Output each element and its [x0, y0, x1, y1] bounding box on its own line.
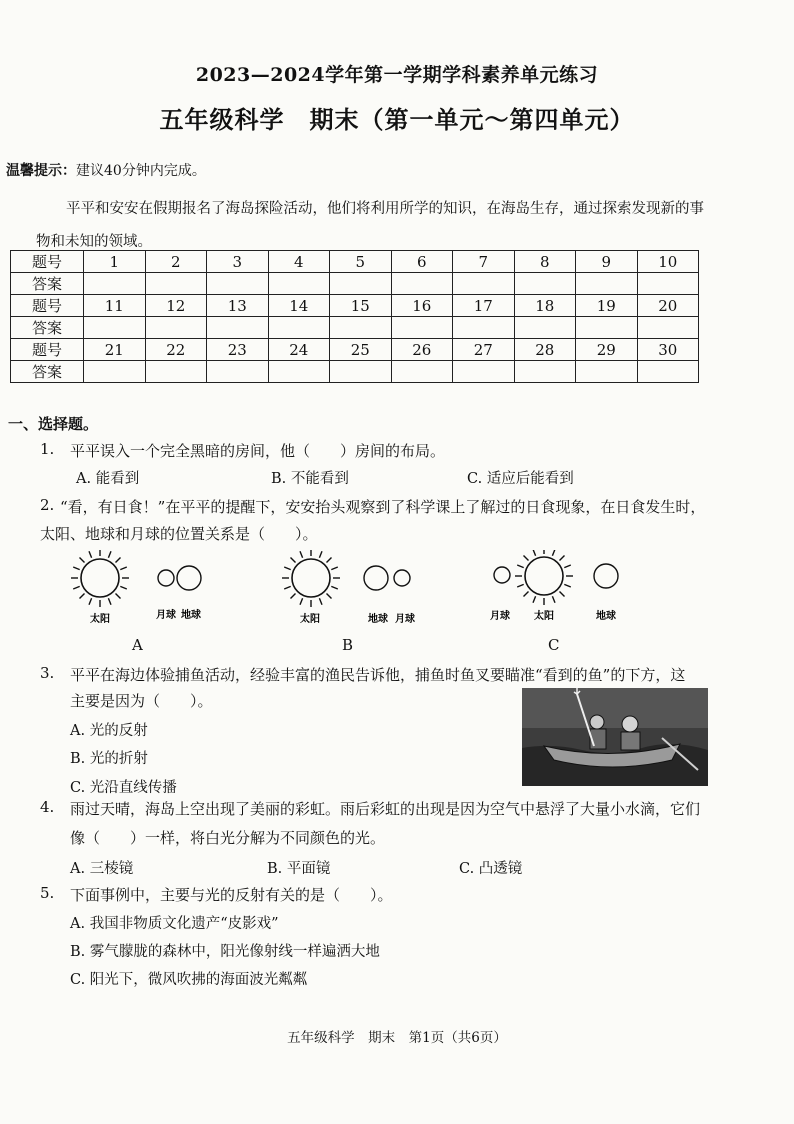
- table-cell-number: 15: [330, 295, 392, 317]
- question-3-option-c[interactable]: C. 光沿直线传播: [70, 780, 177, 796]
- answer-cell[interactable]: [145, 361, 207, 383]
- answer-cell[interactable]: [637, 361, 699, 383]
- table-row: [11, 317, 699, 339]
- answer-cell[interactable]: [576, 317, 638, 339]
- answer-cell[interactable]: [391, 317, 453, 339]
- section-heading: 一、选择题。: [8, 415, 99, 433]
- answer-cell[interactable]: [84, 361, 146, 383]
- tip-text: 建议40分钟内完成。: [76, 163, 206, 179]
- sun-icon: [515, 550, 573, 605]
- earth-icon: [177, 566, 201, 590]
- table-cell-number: 8: [514, 251, 576, 273]
- diagram-label: 月球: [395, 614, 415, 625]
- answer-cell[interactable]: [514, 273, 576, 295]
- answer-cell[interactable]: [453, 317, 515, 339]
- answer-cell[interactable]: [145, 273, 207, 295]
- table-cell-number: 2: [145, 251, 207, 273]
- sun-icon: [71, 550, 129, 607]
- earth-icon: [364, 566, 388, 590]
- diagram-b[interactable]: [278, 550, 448, 650]
- table-cell-number: 24: [268, 339, 330, 361]
- answer-cell[interactable]: [391, 273, 453, 295]
- question-4-option-b[interactable]: B. 平面镜: [267, 861, 331, 877]
- diagram-label: 太阳: [90, 614, 110, 625]
- table-row: [11, 273, 699, 295]
- question-4-number: 4.: [40, 798, 55, 816]
- sun-icon: [282, 550, 340, 607]
- table-cell-number: 21: [84, 339, 146, 361]
- question-2-stem-line2: 太阳、地球和月球的位置关系是（ ）。: [40, 525, 318, 543]
- question-3-stem-line1: 平平在海边体验捕鱼活动，经验丰富的渔民告诉他，捕鱼时鱼叉要瞄准“看到的鱼”的下方，这: [70, 666, 686, 684]
- diagram-a[interactable]: [68, 550, 238, 650]
- diagram-c-letter: C: [548, 636, 560, 654]
- moon-icon: [494, 567, 510, 583]
- answer-cell[interactable]: [391, 361, 453, 383]
- diagram-a-letter: A: [132, 636, 143, 654]
- diagram-c[interactable]: [484, 550, 654, 650]
- table-cell-number: 13: [207, 295, 269, 317]
- table-cell-number: 19: [576, 295, 638, 317]
- answer-cell[interactable]: [268, 361, 330, 383]
- exam-title-line1: 2023—2024学年第一学期学科素养单元练习: [195, 64, 599, 86]
- answer-cell[interactable]: [453, 361, 515, 383]
- answer-cell[interactable]: [514, 317, 576, 339]
- row-label-answer: 答案: [11, 317, 84, 339]
- question-1-stem: 平平误入一个完全黑暗的房间，他（ ）房间的布局。: [70, 442, 446, 460]
- table-cell-number: 9: [576, 251, 638, 273]
- question-1-option-a[interactable]: A. 能看到: [76, 471, 140, 487]
- table-cell-number: 12: [145, 295, 207, 317]
- question-4-stem-line2: 像（ ）一样，将白光分解为不同颜色的光。: [70, 829, 386, 847]
- answer-cell[interactable]: [268, 273, 330, 295]
- table-cell-number: 25: [330, 339, 392, 361]
- diagram-label: 地球: [368, 614, 388, 625]
- tip: [6, 160, 206, 180]
- table-cell-number: 1: [84, 251, 146, 273]
- intro-paragraph: 平平和安安在假期报名了海岛探险活动，他们将利用所学的知识，在海岛生存，通过探索发现新的事物和未知的领域。: [36, 201, 704, 250]
- question-5-option-b[interactable]: B. 雾气朦胧的森林中，阳光像射线一样遍洒大地: [70, 944, 380, 960]
- question-2-number: 2.: [40, 496, 55, 514]
- diagram-label: 地球: [596, 611, 616, 622]
- table-cell-number: 22: [145, 339, 207, 361]
- table-cell-number: 14: [268, 295, 330, 317]
- table-cell-number: 3: [207, 251, 269, 273]
- diagram-b-letter: B: [342, 636, 354, 654]
- table-cell-number: 28: [514, 339, 576, 361]
- earth-icon: [594, 564, 618, 588]
- question-5-option-c[interactable]: C. 阳光下，微风吹拂的海面波光粼粼: [70, 972, 308, 988]
- tip-label: 温馨提示：: [6, 163, 76, 179]
- table-cell-number: 16: [391, 295, 453, 317]
- row-label-answer: 答案: [11, 361, 84, 383]
- question-3-option-b[interactable]: B. 光的折射: [70, 751, 148, 767]
- table-cell-number: 18: [514, 295, 576, 317]
- diagram-label: 太阳: [534, 611, 554, 622]
- question-1-option-c[interactable]: C. 适应后能看到: [467, 471, 574, 487]
- table-cell-number: 23: [207, 339, 269, 361]
- answer-cell[interactable]: [330, 361, 392, 383]
- answer-cell[interactable]: [268, 317, 330, 339]
- diagram-label: 太阳: [300, 614, 320, 625]
- table-cell-number: 30: [637, 339, 699, 361]
- question-3-number: 3.: [40, 664, 55, 682]
- answer-table: [10, 250, 699, 383]
- table-cell-number: 7: [453, 251, 515, 273]
- question-5-stem: 下面事例中，主要与光的反射有关的是（ ）。: [70, 886, 393, 904]
- question-4-stem-line1: 雨过天晴，海岛上空出现了美丽的彩虹。雨后彩虹的出现是因为空气中悬浮了大量小水滴，它们: [70, 800, 701, 818]
- question-5-number: 5.: [40, 884, 55, 902]
- table-cell-number: 6: [391, 251, 453, 273]
- question-4-option-c[interactable]: C. 凸透镜: [459, 861, 523, 877]
- answer-cell[interactable]: [207, 317, 269, 339]
- table-row: [11, 251, 699, 273]
- question-5-option-a[interactable]: A. 我国非物质文化遗产“皮影戏”: [70, 916, 279, 932]
- answer-cell[interactable]: [330, 273, 392, 295]
- answer-cell[interactable]: [453, 273, 515, 295]
- question-4-option-a[interactable]: A. 三棱镜: [70, 861, 134, 877]
- answer-cell[interactable]: [207, 361, 269, 383]
- table-cell-number: 5: [330, 251, 392, 273]
- answer-cell[interactable]: [84, 317, 146, 339]
- answer-cell[interactable]: [207, 273, 269, 295]
- moon-icon: [158, 570, 174, 586]
- page-footer: 五年级科学 期末 第1页（共6页）: [287, 1030, 507, 1046]
- table-cell-number: 27: [453, 339, 515, 361]
- table-cell-number: 17: [453, 295, 515, 317]
- diagram-label: 月球: [490, 611, 510, 622]
- question-2-stem-line1: “看，有日食！”在平平的提醒下，安安抬头观察到了科学课上了解过的日食现象，在日食发生时，: [60, 498, 706, 516]
- fishing-illustration: [522, 688, 708, 786]
- answer-cell[interactable]: [514, 361, 576, 383]
- row-label-number: 题号: [11, 339, 84, 361]
- answer-cell[interactable]: [84, 273, 146, 295]
- row-label-number: 题号: [11, 295, 84, 317]
- table-cell-number: 10: [637, 251, 699, 273]
- answer-cell[interactable]: [576, 361, 638, 383]
- moon-icon: [394, 570, 410, 586]
- question-3-option-a[interactable]: A. 光的反射: [70, 723, 148, 739]
- table-cell-number: 29: [576, 339, 638, 361]
- table-cell-number: 20: [637, 295, 699, 317]
- table-row: [11, 361, 699, 383]
- diagram-label: 月球: [156, 610, 176, 621]
- question-1-number: 1.: [40, 440, 55, 458]
- table-cell-number: 11: [84, 295, 146, 317]
- diagram-label: 地球: [181, 610, 201, 621]
- table-cell-number: 4: [268, 251, 330, 273]
- question-3-stem-line2: 主要是因为（ ）。: [70, 692, 213, 710]
- exam-title-line2: 五年级科学 期末（第一单元～第四单元）: [159, 105, 635, 134]
- answer-cell[interactable]: [576, 273, 638, 295]
- answer-cell[interactable]: [145, 317, 207, 339]
- answer-cell[interactable]: [637, 317, 699, 339]
- row-label-answer: 答案: [11, 273, 84, 295]
- answer-cell[interactable]: [637, 273, 699, 295]
- table-row: [11, 339, 699, 361]
- table-row: [11, 295, 699, 317]
- row-label-number: 题号: [11, 251, 84, 273]
- question-1-option-b[interactable]: B. 不能看到: [271, 471, 349, 487]
- table-cell-number: 26: [391, 339, 453, 361]
- answer-cell[interactable]: [330, 317, 392, 339]
